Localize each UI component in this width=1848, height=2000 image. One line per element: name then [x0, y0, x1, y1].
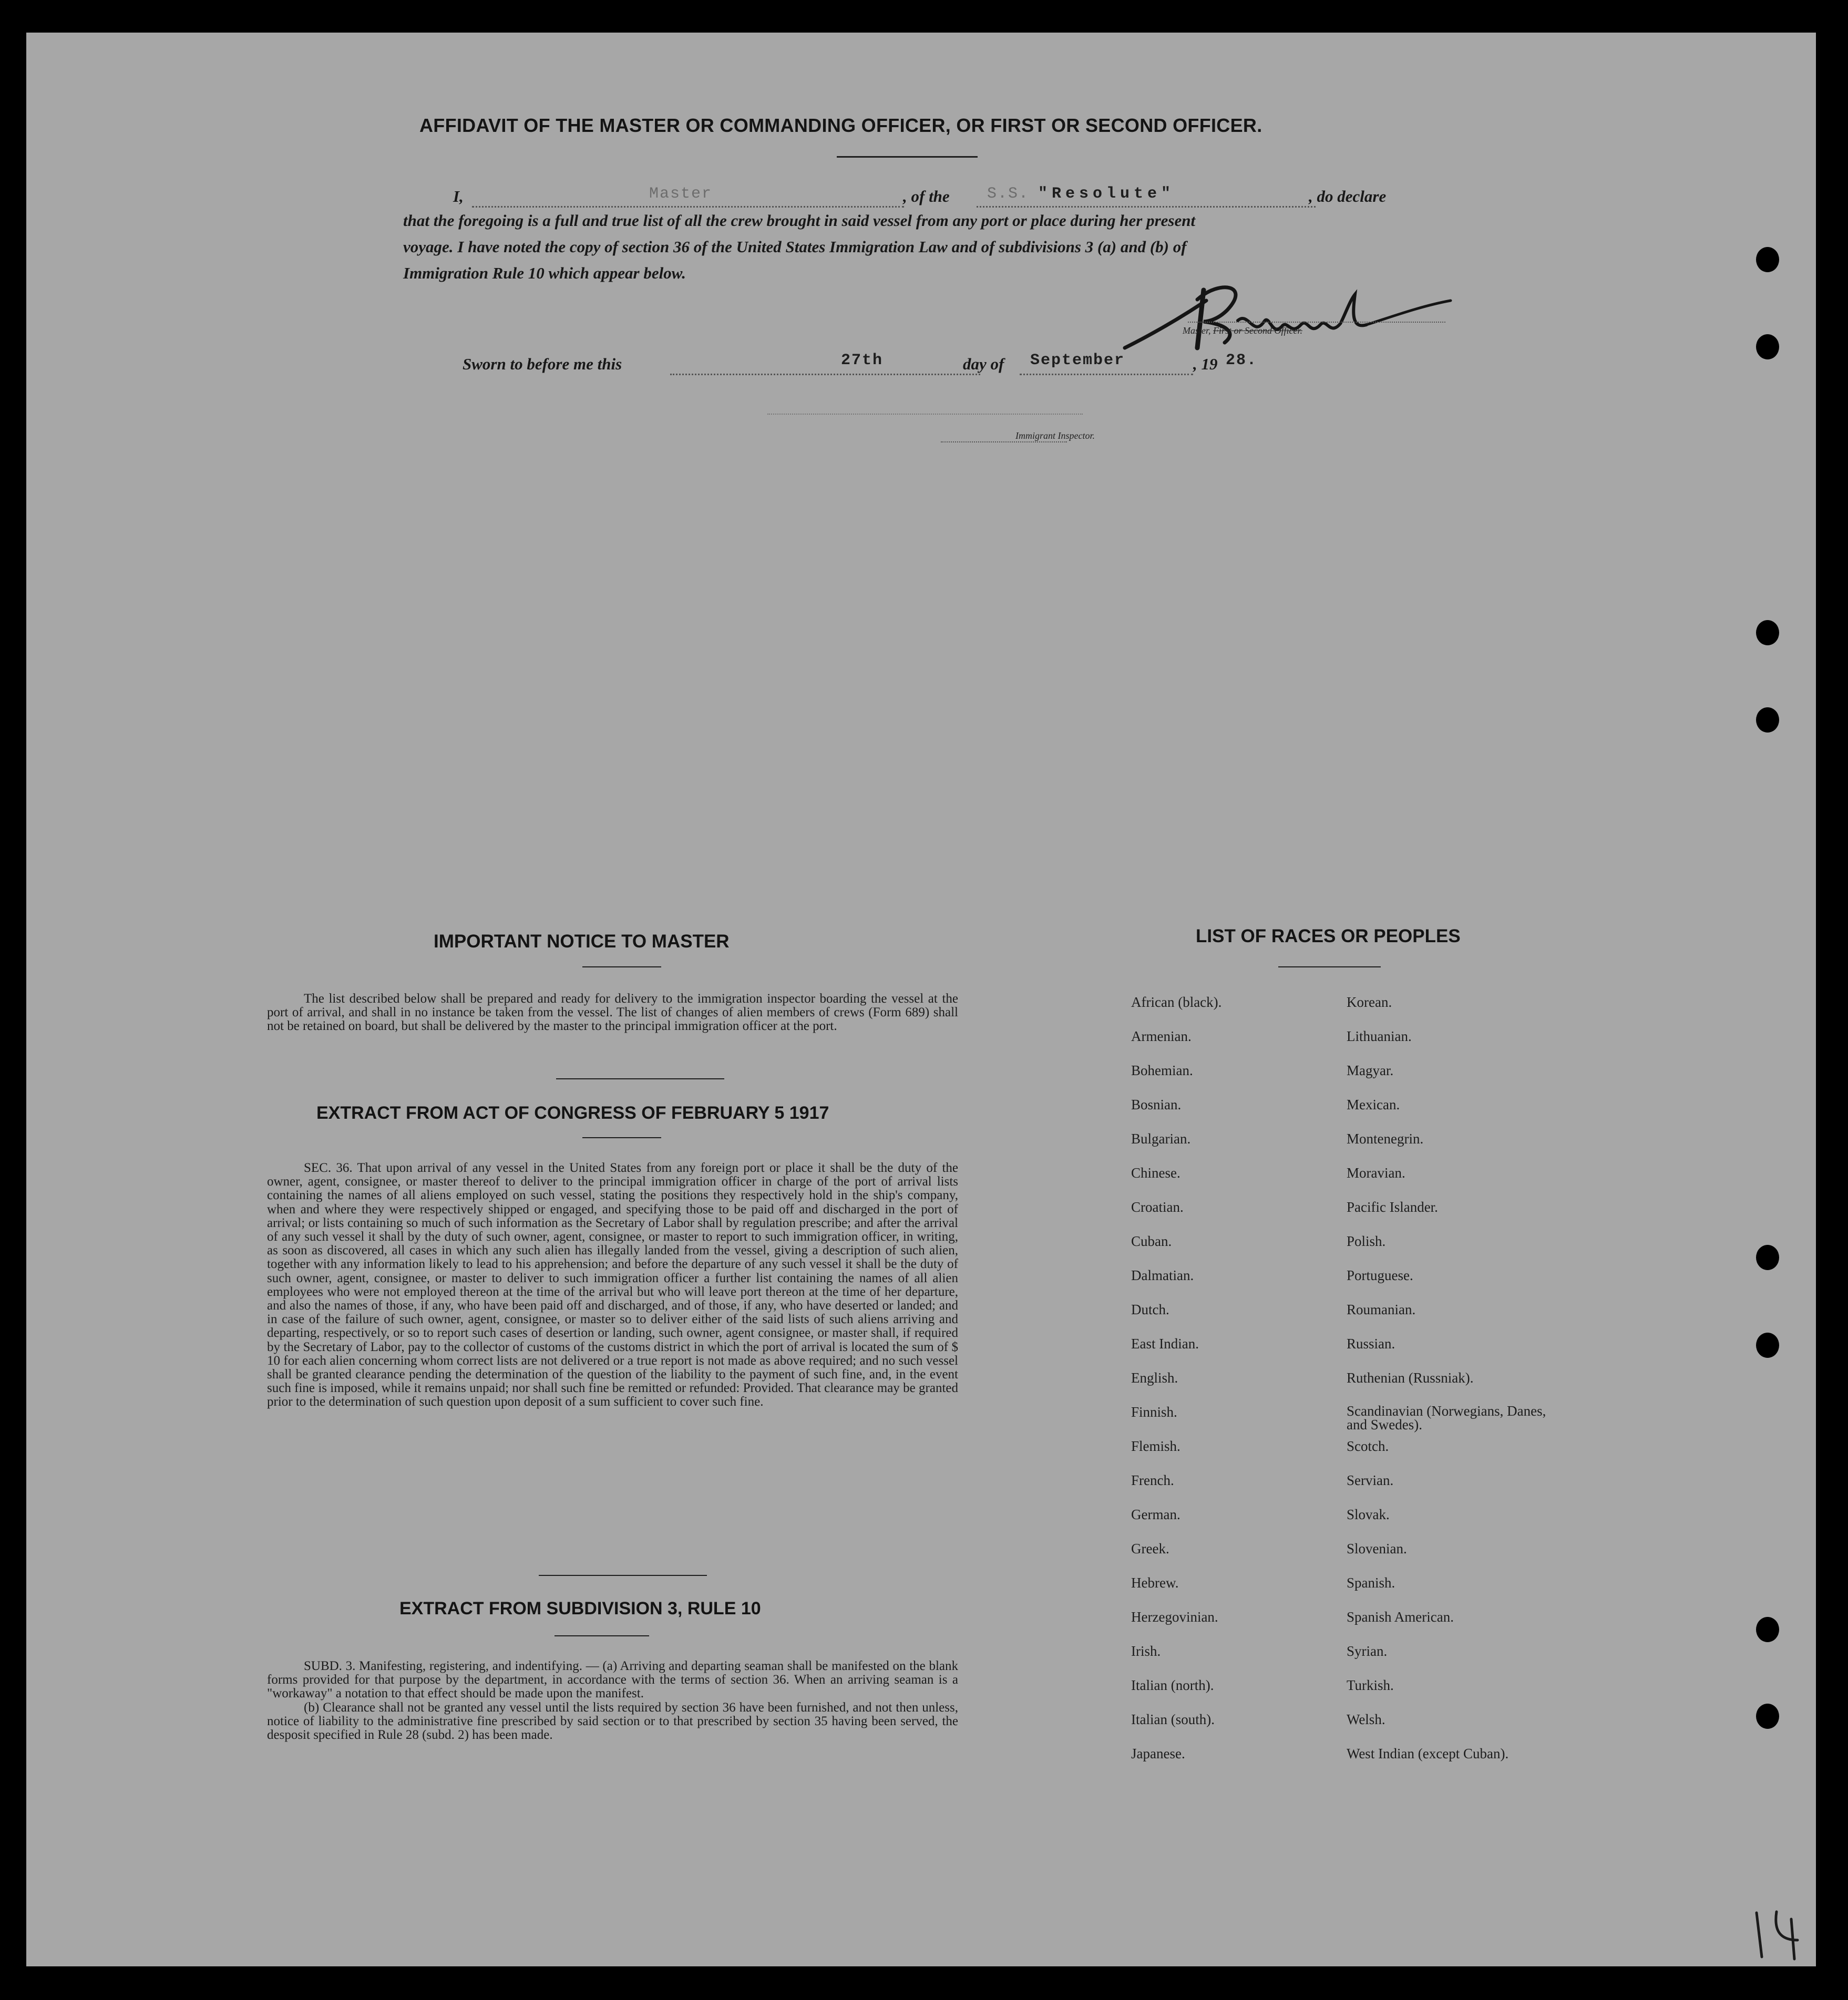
race-entry: Spanish.: [1347, 1575, 1395, 1591]
race-entry: Scotch.: [1347, 1438, 1389, 1454]
race-entry: English.: [1131, 1370, 1178, 1386]
binder-hole: [1756, 247, 1779, 272]
races-title: LIST OF RACES OR PEOPLES: [1196, 926, 1461, 946]
race-entry: Bulgarian.: [1131, 1131, 1191, 1147]
signature-line: [1188, 322, 1445, 323]
race-entry: German.: [1131, 1507, 1180, 1522]
affidavit-title: AFFIDAVIT OF THE MASTER OR COMMANDING OFFICER, OR FIRST OR SECOND OFFICER.: [419, 115, 1262, 136]
race-entry: Roumanian.: [1347, 1302, 1416, 1317]
rule-paragraph-b: (b) Clearance shall not be granted any vessel until the lists required by section 36 have been furnished, and not then unless, notice of liability to the administrative fine prescribed by said section or to that prescribed by section 35 having been served, the desposit specified in Rule 28 (subd. 2) has been made.: [267, 1700, 958, 1743]
race-entry: Chinese.: [1131, 1165, 1180, 1181]
rule-body: [267, 1659, 958, 1742]
handwritten-page-number: [1750, 1909, 1808, 1961]
race-entry: African (black).: [1131, 994, 1222, 1010]
vessel-value: "Resolute": [1038, 185, 1175, 203]
binder-hole: [1756, 1245, 1779, 1270]
affidavit-line-4: Immigration Rule 10 which appear below.: [403, 264, 686, 282]
race-entry: Syrian.: [1347, 1643, 1388, 1659]
race-entry: Portuguese.: [1347, 1267, 1413, 1283]
divider: [837, 156, 978, 158]
vessel-prefix: S.S.: [987, 185, 1030, 203]
race-entry: Servian.: [1347, 1472, 1394, 1488]
rule-paragraph-a: SUBD. 3. Manifesting, registering, and indentifying. — (a) Arriving and departing seaman shall be manifested on the blank forms provided for that purpose by the department, in accordance with the terms of section 36. When an arriving seaman is a "workaway" a notation to that effect should be made upon the manifest.: [267, 1659, 958, 1701]
binder-hole: [1756, 334, 1779, 359]
binder-hole: [1756, 1617, 1779, 1642]
race-entry: Armenian.: [1131, 1028, 1192, 1044]
race-entry: Flemish.: [1131, 1438, 1180, 1454]
race-entry: Magyar.: [1347, 1063, 1394, 1078]
race-entry: Dutch.: [1131, 1302, 1169, 1317]
notice-paragraph: The list described below shall be prepared and ready for delivery to the immigration inspector boarding the vessel at the port of arrival, and shall in no instance be taken from the vessel. The list of changes of alien members of crews (Form 689) shall not be retained on board, but shall be delivered by the master to the principal immigration officer at the port.: [267, 992, 958, 1034]
affidavit-line-1: [26, 185, 1816, 211]
race-entry: Montenegrin.: [1347, 1131, 1424, 1147]
race-entry: Slovenian.: [1347, 1541, 1407, 1556]
binder-hole: [1756, 707, 1779, 733]
act-title: EXTRACT FROM ACT OF CONGRESS OF FEBRUARY 5 1917: [316, 1103, 829, 1123]
race-entry: Ruthenian (Russniak).: [1347, 1370, 1474, 1386]
race-entry: Italian (north).: [1131, 1677, 1214, 1693]
race-entry: Moravian.: [1347, 1165, 1405, 1181]
notice-title: IMPORTANT NOTICE TO MASTER: [434, 931, 730, 952]
race-entry: Turkish.: [1347, 1677, 1394, 1693]
affidavit-line-3: voyage. I have noted the copy of section 36 of the United States Immigration Law and of subdivisions 3 (a) and (b) of: [403, 238, 1187, 256]
race-entry: Mexican.: [1347, 1097, 1400, 1112]
race-entry: Russian.: [1347, 1336, 1395, 1352]
divider: [1278, 966, 1381, 967]
race-entry: Irish.: [1131, 1643, 1161, 1659]
divider: [555, 1635, 649, 1636]
race-entry: Finnish.: [1131, 1404, 1177, 1420]
divider: [582, 1137, 661, 1138]
affidavit-line-2: that the foregoing is a full and true list of all the crew brought in said vessel from any port or place during her present: [403, 211, 1196, 230]
position-field-line: [472, 206, 904, 208]
sworn-label: Sworn to before me this: [463, 355, 622, 373]
divider: [556, 1078, 724, 1079]
notice-body: [267, 992, 958, 1034]
race-entry: Croatian.: [1131, 1199, 1184, 1215]
master-caption: Master,: [1183, 325, 1211, 336]
inspector-caption: Immigrant Inspector.: [1015, 430, 1095, 441]
race-entry: Bohemian.: [1131, 1063, 1193, 1078]
year-value: 28.: [1226, 352, 1258, 369]
act-body: [267, 1161, 958, 1409]
struck-officer-caption: First or Second Officer.: [1213, 325, 1302, 336]
i-label: I,: [453, 187, 464, 205]
race-entry: Dalmatian.: [1131, 1267, 1194, 1283]
month-field-line: [1020, 374, 1193, 375]
act-paragraph: SEC. 36. That upon arrival of any vessel in the United States from any foreign port or place it shall be the duty of the owner, agent, consignee, or master thereof to deliver to the principal immigration officer in charge of the port of arrival lists containing the names of all aliens employed on such vessel, stating the positions they respectively hold in the ship's company, when and where they were respectively shipped or engaged, and specifying those to be paid off and discharged in the port of arrival; or lists containing so much of such information as the Secretary of Labor shall by regulation prescribe; and after the arrival of any such vessel it shall by the duty of such owner, agent, consignee, or master to report to such immigration officer, in writing, as soon as discovered, all cases in which any such alien has illegally landed from the vessel, giving a description of such alien, together with any information likely to lead to his apprehension; and before the departure of any such vessel it shall be the duty of such owner, agent, consignee, or master to deliver to such immigration officer a further list containing the names of all alien employees who were not employed thereon at the time of the arrival but who will leave port thereon at the time of her departure, and also the names of those, if any, who have been paid off and discharged, and of those, if any, who have deserted or landed; and in case of the failure of such owner, agent, consignee, or master so to deliver either of the said lists of such aliens arriving and departing, respectively, or so to report such cases of desertion or landing, such owner, agent consignee, or master shall, if required by the Secretary of Labor, pay to the collector of customs of the customs district in which the port of arrival is located the sum of $ 10 for each alien concerning whom correct lists are not delivered or a true report is not made as above required; and no such vessel shall be granted clearance pending the determination of the question of the liability to the payment of such fine, and, in the event such fine is imposed, while it remains unpaid; nor shall such fine be remitted or refunded: Provided. That clearance may be granted prior to the determination of such question upon deposit of a sum sufficient to cover such fine.: [267, 1161, 958, 1409]
race-entry: Herzegovinian.: [1131, 1609, 1218, 1625]
race-entry: West Indian (except Cuban).: [1347, 1746, 1509, 1761]
sworn-line: [26, 350, 1816, 379]
notary-line: [767, 414, 1083, 415]
race-entry: Scandinavian (Norwegians, Danes, and Swedes).: [1347, 1403, 1546, 1432]
race-entry: Pacific Islander.: [1347, 1199, 1438, 1215]
race-entry: Bosnian.: [1131, 1097, 1182, 1112]
divider: [582, 966, 661, 967]
race-entry: French.: [1131, 1472, 1174, 1488]
month-value: September: [1030, 352, 1125, 369]
vessel-field-line: [977, 206, 1316, 208]
day-value: 27th: [841, 352, 884, 369]
race-entry: Hebrew.: [1131, 1575, 1179, 1591]
master-signature: [1120, 269, 1456, 358]
race-entry: Polish.: [1347, 1233, 1386, 1249]
signature-caption: [1183, 325, 1302, 336]
rule-title: EXTRACT FROM SUBDIVISION 3, RULE 10: [399, 1599, 761, 1618]
binder-hole: [1756, 1704, 1779, 1729]
day-field-line: [670, 374, 980, 375]
race-entry: Lithuanian.: [1347, 1028, 1412, 1044]
position-value: Master: [649, 185, 713, 203]
race-entry: Korean.: [1347, 994, 1392, 1010]
race-entry: Spanish American.: [1347, 1609, 1454, 1625]
binder-hole: [1756, 1333, 1779, 1358]
of-the-label: , of the: [903, 187, 950, 205]
race-entry: Italian (south).: [1131, 1712, 1215, 1727]
divider: [539, 1575, 707, 1576]
race-entry: Slovak.: [1347, 1507, 1390, 1522]
race-entry: Japanese.: [1131, 1746, 1185, 1761]
year-prefix: , 19: [1193, 355, 1218, 373]
race-entry: Greek.: [1131, 1541, 1169, 1556]
document-page: [26, 33, 1816, 1966]
inspector-line: [941, 441, 1067, 442]
binder-hole: [1756, 620, 1779, 645]
day-of-label: day of: [963, 355, 1004, 373]
race-entry: Cuban.: [1131, 1233, 1172, 1249]
do-declare-label: , do declare: [1309, 187, 1387, 205]
race-entry: East Indian.: [1131, 1336, 1199, 1352]
race-entry: Welsh.: [1347, 1712, 1385, 1727]
